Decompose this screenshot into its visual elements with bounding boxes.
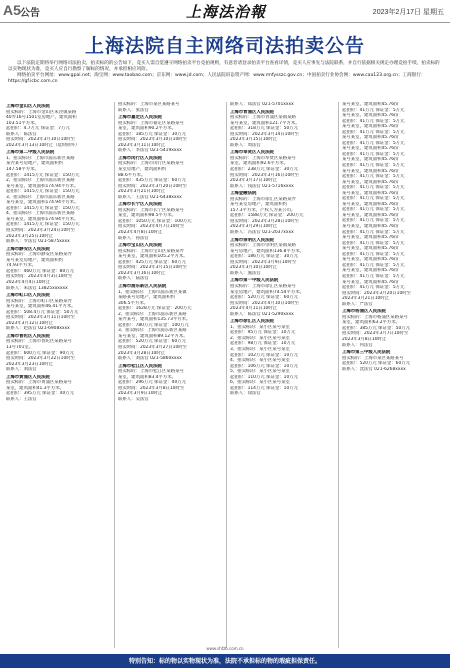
listing-line: 拍卖时间：2023年3月14日10时至 — [230, 131, 300, 137]
court-heading: 上海市长宁区人民法院 — [118, 202, 162, 208]
court-heading: 上海市嘉定区人民法院 — [118, 115, 162, 121]
listing-line: 起拍价：102万元 保证金：10万元 — [230, 352, 299, 358]
listing-line: 联系人：李法官 021-5419xxxx — [118, 148, 182, 154]
listing-line: 起拍价：185万元 保证金：30万元 — [118, 131, 187, 137]
listing-line: 某室，建筑面积83.4平方米。 — [118, 374, 177, 380]
listing-line: 某室，建筑面积92.6平方米。 — [230, 161, 289, 167]
column-3 — [230, 102, 332, 650]
listing-line: 起拍价：41万元 保证金：5万元 — [342, 251, 405, 257]
listing-line: 某号某室，建筑面积45.76㎡ — [342, 190, 399, 196]
listing-line: 某号某室，建筑面积45.76㎡ — [342, 224, 399, 230]
listing-line: 某室房地产，建筑面积74.54平方米。 — [230, 289, 305, 295]
court-heading: 上海市徐汇区人民法院 — [230, 319, 274, 325]
listing-line: 某号某室，建筑面积89.12平方米。 — [118, 333, 188, 339]
listing-line: 拍卖时间：2023年3月16日10时至 — [230, 172, 300, 178]
listing-line: 306.5平方米。 — [118, 300, 149, 306]
listing-line: 起拍价：41万元 保证金：5万元 — [342, 151, 405, 157]
listing-line: 某室，建筑面积41.3平方米。 — [6, 385, 65, 391]
court-heading: 上海市普陀区人民法院 — [6, 333, 50, 339]
listing-line: 联系人：罗法官 021-5875xxxx — [6, 239, 70, 245]
court-heading: 上海市第三中级人民法院 — [342, 350, 391, 356]
column-4 — [342, 102, 444, 650]
listing-line: 起拍价：435万元 保证金：60万元 — [118, 178, 187, 184]
court-heading: 上海市黄浦区人民法院 — [6, 374, 50, 380]
court-heading: 上海市虹口区人民法院 — [6, 293, 50, 299]
listing-line: 联系人：陆法官 — [118, 276, 149, 282]
listing-line: 2023年3月23日10时止 — [6, 361, 54, 367]
listing-line: 147.58平方米。 — [6, 167, 39, 173]
court-heading: 上海市青浦区人民法院 — [230, 109, 274, 115]
listing-line: 起拍价：41万元 保证金：5万元 — [342, 174, 405, 180]
listing-line: 某号某室，建筑面积121.7平方米。 — [230, 120, 300, 126]
listing-line: 拍卖标的：上海市普陀区某路某号 — [6, 339, 72, 345]
listing-line: 拍卖标的：上海市长宁区某路某号 — [118, 207, 184, 213]
court-heading: 上海市松江区人民法院 — [118, 363, 162, 369]
listing-line: 3、拍卖标的：某小区某号某室 — [230, 346, 290, 352]
listing-line: 起拍价：41万元 保证金：5万元 — [342, 207, 405, 213]
listing-line: 13号701室。 — [6, 344, 34, 350]
issue-date: 2023年2月17日 星期五 — [372, 9, 444, 16]
listing-line: 2023年3月29日10时止 — [230, 224, 278, 230]
listing-line: 40弄16号1501室房地产，建筑面积 — [6, 115, 77, 121]
listing-line: 联系人：吴法官 — [118, 396, 149, 402]
listing-line: 拍卖时间：2023年3月8日10时至 — [118, 385, 185, 391]
listing-line: 起拍价：110万元 保证金：10万元 — [230, 374, 299, 380]
listing-line: 拍卖时间：2023年3月15日10时至 — [118, 265, 188, 271]
listing-line: 某号某室，建筑面积45.76㎡ — [342, 201, 399, 207]
listing-line: 某室，建筑面积90.2平方米。 — [118, 126, 177, 132]
listing-line: 103.51平方米。 — [6, 120, 39, 126]
listing-line: 起拍价：318万元 保证金：50万元 — [230, 126, 299, 132]
listing-line: 拍卖时间：2023年3月27日10时至 — [118, 344, 188, 350]
listing-line: 2023年3月17日10时止 — [230, 178, 278, 184]
listing-line: 某号某室，建筑面积45.76㎡ — [342, 179, 399, 185]
listing-line: 起拍价：1415万元 保证金：150万元 — [6, 189, 80, 195]
listing-line: 某号某室，建筑面积45.76㎡ — [342, 102, 399, 107]
listing-line: 起拍价：41万元 保证金：5万元 — [342, 140, 405, 146]
listing-line: 起拍价：41万元 保证金：5万元 — [342, 262, 405, 268]
listing-line: 起拍价：296万元 保证金：40万元 — [118, 380, 187, 386]
listing-line: 拍卖标的：上海市崇明区某镇某路 — [230, 243, 296, 249]
listing-line: 1、拍卖标的：上海市浦东新区某镇 — [118, 289, 187, 295]
column-divider — [114, 102, 115, 648]
listing-line: 起拍价：114万元 保证金：10万元 — [230, 385, 299, 391]
listing-line: 157.3平方米，产权人为某公司。 — [230, 207, 296, 213]
listing-line: 某号某室，建筑面积174.94平方米。 — [6, 200, 79, 206]
listing-line: 某号某室，建筑面积174.94平方米。 — [6, 183, 79, 189]
column-2 — [118, 102, 220, 650]
listing-line: 2、拍卖标的：某小区某号某室 — [230, 335, 290, 341]
listing-line: 起拍价：98万元 保证金：10万元 — [230, 341, 296, 347]
listing-line: 拍卖时间：2023年3月28日10时至 — [230, 218, 300, 224]
listing-line: 2023年3月9日10时止 — [118, 391, 163, 397]
listing-line: 起拍价：1415万元 保证金：150万元 — [6, 205, 80, 211]
listing-line: 起拍价：520万元 保证金：60万元 — [342, 361, 411, 367]
listing-line: 起拍价：1050万元 保证金：100万元 — [118, 218, 192, 224]
listing-line: 5、拍卖标的：某小区某号某室 — [230, 369, 290, 375]
listing-line: 某室，建筑面积63.2平方米。 — [342, 320, 401, 326]
listing-line: 起拍价：41万元 保证金：5万元 — [342, 185, 405, 191]
listing-line: 2023年3月15日10时止 — [230, 137, 278, 143]
footer-notice: 特别告知：标的物以实物现状为准，法院不承担标的物的瑕疵担保责任。 — [128, 658, 321, 665]
listing-line: 某号某室，建筑面积45.76㎡ — [342, 124, 399, 130]
listing-line: 拍卖时间：2023年3月24日10时至 — [6, 228, 76, 234]
listing-line: 起拍价：520万元 保证金：60万元 — [230, 295, 299, 301]
listing-line: 拍卖标的：上海市某区某路某号 — [118, 102, 180, 107]
intro-paragraphs — [8, 61, 442, 85]
listing-line: 2023年3月28日10时止 — [118, 350, 166, 356]
listing-line: 拍卖时间：2023年3月20日10时至 — [118, 183, 188, 189]
listing-line: 1、拍卖标的：上海市浦东新区某路 — [6, 155, 75, 161]
listing-line: 起拍价：1588万元 保证金：200万元 — [230, 213, 304, 219]
listing-line: 起拍价：395万元 保证金：40万元 — [6, 391, 75, 397]
listing-line: 联系人：沈法官 021-6268xxxx — [342, 366, 406, 372]
listing-line: 2、拍卖标的：上海市浦东新区某路 — [6, 178, 75, 184]
listing-line: 某号某室，建筑面积45.76㎡ — [342, 168, 399, 174]
listing-line: 拍卖时间：2023年3月11日10时至 — [6, 315, 76, 321]
listing-line: 拍卖标的：上海市徐汇区某路某号 — [230, 283, 296, 289]
court-heading: 上海市静安区人民法院 — [6, 246, 50, 252]
listing-line: 联系人：钱法官 021-5716xxxx — [230, 183, 294, 189]
listing-line: 联系人：周法官 — [230, 142, 261, 148]
listing-line: 拍卖时间：2023年3月7日10时至 — [342, 331, 409, 337]
listing-line: 某号某室，建筑面积45.76㎡ — [342, 135, 399, 141]
listing-line: 某号某室，建筑面积45.76㎡ — [342, 268, 399, 274]
listing-line: 联系人：刘法官 — [6, 367, 37, 373]
listing-line: 2023年3月12日10时止 — [6, 320, 54, 326]
court-heading: 上海市杨浦区人民法院 — [342, 309, 386, 315]
listing-line: 联系人：徐法官 — [230, 391, 261, 397]
court-heading: 上海市金山区人民法院 — [6, 104, 50, 109]
announcement-title: 上海法院自主网络司法拍卖公告 — [84, 36, 365, 57]
listing-line: 联系人：王法官 021-6438xxxx — [118, 194, 182, 200]
listing-line: 起拍价：425万元 保证金：60万元 — [118, 259, 187, 265]
listing-line: 某室房地产，建筑面积约 — [118, 167, 167, 173]
listing-line: 联系人：郑法官 021-5701xxxx — [230, 102, 294, 107]
listing-line: 联系人：陈法官 021-5290xxxx — [230, 311, 294, 317]
listing-line: 起拍价：1415万元 保证金：150万元 — [6, 222, 80, 228]
listing-line: 联系人：陈法官 — [6, 131, 37, 137]
listing-line: 某号房地产，建筑面积136.8平方米。 — [230, 248, 305, 254]
listing-line: 某号某室房地产，建筑面积约 — [230, 202, 288, 208]
listing-line: 某号某室，建筑面积45.76㎡ — [342, 146, 399, 152]
listing-line: 起拍价：41万元 保证金：5万元 — [342, 218, 405, 224]
listing-line: 起拍价：41万元 保证金：5万元 — [342, 163, 405, 169]
listing-line: 起拍价：186万元 保证金：30万元 — [230, 254, 299, 260]
listing-line: 拍卖时间：2023年3月10日10时至 — [6, 137, 76, 143]
listing-line: 拍卖时间：2023年3月9日10时至 — [230, 259, 297, 265]
listing-line: 某号某室，建筑面积45.76㎡ — [342, 212, 399, 218]
listing-line: 某号某室，建筑面积45.76㎡ — [342, 257, 399, 263]
listing-line: 2023年3月11日10时止 — [118, 142, 166, 148]
listing-line: 2023年3月21日10时止 — [342, 296, 390, 302]
listing-line: 起拍价：41万元 保证金：5万元 — [342, 107, 405, 113]
listing-line: 起拍价：41万元 保证金：5万元 — [342, 229, 405, 235]
listing-line: 4、拍卖标的：上海市浦东新区某路 — [6, 211, 75, 217]
listing-line: 某室，建筑面积98.5平方米。 — [118, 213, 177, 219]
listing-line: 起拍价：520万元 保证金：60万元 — [118, 339, 187, 345]
listing-line: 某弄某号房地产，建筑面积约 — [6, 161, 64, 167]
listing-line: 起拍价：780万元 保证金：100万元 — [118, 322, 189, 328]
listing-line: 联系人：朱法官 13825xxxxxx — [6, 285, 68, 291]
listing-line: 4、拍卖标的：某小区某号某室 — [230, 358, 290, 364]
listing-line: 某号某室房地产，建筑面积约 — [6, 257, 64, 263]
listing-line: 拍卖标的：上海市金山区朱泾镇某路 — [6, 109, 77, 115]
listing-line: 拍卖标的：上海市宝山区某路某弄 — [118, 248, 184, 254]
listing-line: 88.6平方米。 — [118, 172, 146, 178]
listing-line: 起拍价：106万元 保证金：10万元 — [230, 363, 299, 369]
listing-line: 2023年3月16日10时止 — [118, 270, 166, 276]
listing-line: 起拍价：4.7万元 保证金：7万元 — [6, 126, 70, 132]
listing-line: 联系人：张法官 — [118, 107, 149, 113]
listing-line: 联系人：赵法官 021-6908xxxx — [6, 326, 70, 332]
listing-line: 起拍价：41万元 保证金：5万元 — [342, 240, 405, 246]
listing-line: 拍卖标的：上海市松江区某路某号 — [118, 369, 184, 375]
footer-bar — [0, 654, 450, 668]
listing-line: 某号某室，建筑面积45.76㎡ — [342, 113, 399, 119]
listing-line: 某号某室，建筑面积45.76㎡ — [342, 246, 399, 252]
section-name: 公告 — [20, 8, 40, 19]
listing-line: 某路某号房地产，建筑面积约 — [118, 295, 176, 301]
listing-line: 拍卖时间：2023年4月10日10时至 — [230, 300, 300, 306]
column-1 — [6, 102, 108, 650]
listing-line: 联系人：何法官 — [342, 342, 373, 348]
listing-line: 拍卖时间：2023年3月22日10时至 — [6, 356, 76, 362]
listing-line: 拍卖标的：上海市奉贤区某路某号 — [230, 155, 296, 161]
column-divider — [338, 102, 339, 648]
listing-line: 联系人：冯法官 021-2037xxxx — [230, 230, 294, 236]
court-heading: 上海市第二中级人民法院 — [6, 150, 55, 156]
listing-line: 起拍价：41万元 保证金：5万元 — [342, 118, 405, 124]
listing-line: 某号某室，建筑面积45.76㎡ — [342, 235, 399, 241]
listing-line: 2023年3月25日10时止 — [6, 233, 54, 239]
listing-line: 2023年4月8日10时止 — [118, 230, 163, 236]
listing-line: 联系人：王法官 — [6, 396, 37, 402]
court-heading: 上海市浦东新区人民法院 — [118, 283, 167, 289]
listing-line: 拍卖标的：上海市黄浦区某路某号 — [6, 380, 72, 386]
page-number: A5 — [3, 2, 21, 18]
listing-line: 某弄某号，建筑面积135.73平方米。 — [118, 317, 191, 323]
listing-line: 拍卖标的：上海市杨浦区某路某号 — [342, 314, 408, 320]
listing-line: 某号某室，建筑面积105.2平方米。 — [118, 254, 188, 260]
listing-line: 某号某室，建筑面积174.94平方米。 — [6, 216, 79, 222]
listing-line: 2023年3月10日10时止 — [230, 265, 278, 271]
listing-line: 2023年3月13日10时止（延时除外） — [6, 142, 80, 148]
listing-line: 起拍价：385万元 保证金：50万元 — [342, 325, 411, 331]
listing-line: 起拍价：508.4万元 保证金：50万元 — [6, 309, 79, 315]
listing-line: 起拍价：1628万元 保证金：200万元 — [118, 306, 192, 312]
listing-line: 起拍价：95万元 保证金：10万元 — [230, 330, 296, 336]
listing-line: 联系人：严法官 — [342, 301, 373, 307]
listing-line: 拍卖时间：2023年3月10日10时至 — [118, 137, 188, 143]
listing-line: 起拍价：460万元 保证金：80万元 — [6, 268, 75, 274]
listing-line: 2023年3月8日10时止 — [342, 336, 387, 342]
court-heading: 上海市宝山区人民法院 — [118, 243, 162, 249]
site-url: www.shfzb.com.cn — [206, 646, 244, 651]
intro-paragraph: 以下法院定期将举行网络司法拍卖，拍卖标的的公告如下，竞买人需自觉遵守网络拍卖平台竞拍规则，有意者请登录拍卖平台查看详情，竞买人应事先与法院联系，并自行依据相关规定办理竞拍手续，拍卖标的以实物现状为准，竞买人应自行勘察了解标的情况，并承担相应风险。 — [8, 61, 440, 72]
listing-line: 起拍价：41万元 保证金：5万元 — [342, 129, 405, 135]
listing-line: 3、拍卖标的：上海市浦东新区某路 — [118, 328, 187, 334]
listing-line: 拍卖标的：上海市嘉定区某路某号 — [118, 120, 184, 126]
listing-line: 联系人：孙法官 — [118, 235, 149, 241]
listing-line: 拍卖时间：2023年4月3日10时至 — [6, 274, 73, 280]
page-header — [0, 0, 450, 23]
court-heading: 上海市闵行区人民法院 — [118, 155, 162, 161]
listing-line: 拍卖标的：上海市青浦区某镇某路 — [230, 115, 296, 121]
listing-line: 拍卖标的：上海市静安区某路某弄 — [6, 252, 72, 258]
listing-line: 74.93平方米。 — [6, 263, 37, 269]
column-divider — [226, 102, 227, 648]
listing-line: 2、拍卖标的：上海市浦东新区某路 — [118, 311, 187, 317]
listing-line: 起拍价：600万元 保证金：90万元 — [6, 350, 75, 356]
listing-line: 联系人：施法官 — [230, 270, 261, 276]
listing-line: 2023年3月21日10时止 — [118, 189, 166, 195]
listing-line: 拍卖时间：2023年3月20日10时至 — [342, 290, 412, 296]
listing-line: 拍卖标的：上海市某区某路某号 — [342, 355, 404, 361]
listing-line: 起拍价：41万元 保证金：5万元 — [342, 285, 405, 291]
listing-line: 拍卖标的：上海市闵行区某路某号 — [118, 161, 184, 167]
listing-line: 某号某室，建筑面积46.41平方米。 — [6, 304, 76, 310]
court-heading: 上海市第一中级人民法院 — [230, 278, 279, 284]
listing-line: 联系人：刘法官 021-5860xxxx — [118, 356, 182, 362]
newspaper-masthead: 上海法治報 — [186, 5, 267, 21]
listing-line: 某号某室，建筑面积45.76㎡ — [342, 279, 399, 285]
listing-line: 起拍价：41万元 保证金：5万元 — [342, 273, 405, 279]
listing-line: 拍卖标的：上海市虹口区某路某弄 — [6, 298, 72, 304]
listing-line: 拍卖时间：2023年4月7日10时至 — [118, 224, 185, 230]
intro-paragraph: 网络拍卖平台网址：www.gpai.net；淘宝网：www.taobao.com；京东网：www.jd.com；人民法院诉讼资产网：www.rmfysszc.gov.cn；中国拍卖行业协会网：www.caa123.org.cn；工商银行：https://gf.icbc.com.cn — [8, 73, 426, 84]
listing-line: 某号某室，建筑面积45.76㎡ — [342, 157, 399, 163]
court-heading: 上海金融法院 — [230, 191, 257, 197]
listing-line: 2023年4月11日10时止 — [230, 306, 278, 312]
listing-line: 起拍价：41万元 保证金：5万元 — [342, 196, 405, 202]
listing-line: 拍卖标的：上海市徐汇区某路某弄 — [230, 196, 296, 202]
listing-line: 1、拍卖标的：某小区某号某室 — [230, 324, 290, 330]
listing-line: 3、拍卖标的：上海市浦东新区某路 — [6, 194, 75, 200]
listing-line: 起拍价：238万元 保证金：30万元 — [230, 167, 299, 173]
court-heading: 上海市崇明区人民法院 — [230, 237, 274, 243]
listing-line: 起拍价：1415万元 保证金：150万元 — [6, 172, 80, 178]
listing-line: 2023年4月4日10时止 — [6, 279, 51, 285]
court-heading: 上海市奉贤区人民法院 — [230, 150, 274, 156]
listing-line: 6、拍卖标的：某小区某号某室 — [230, 380, 290, 386]
